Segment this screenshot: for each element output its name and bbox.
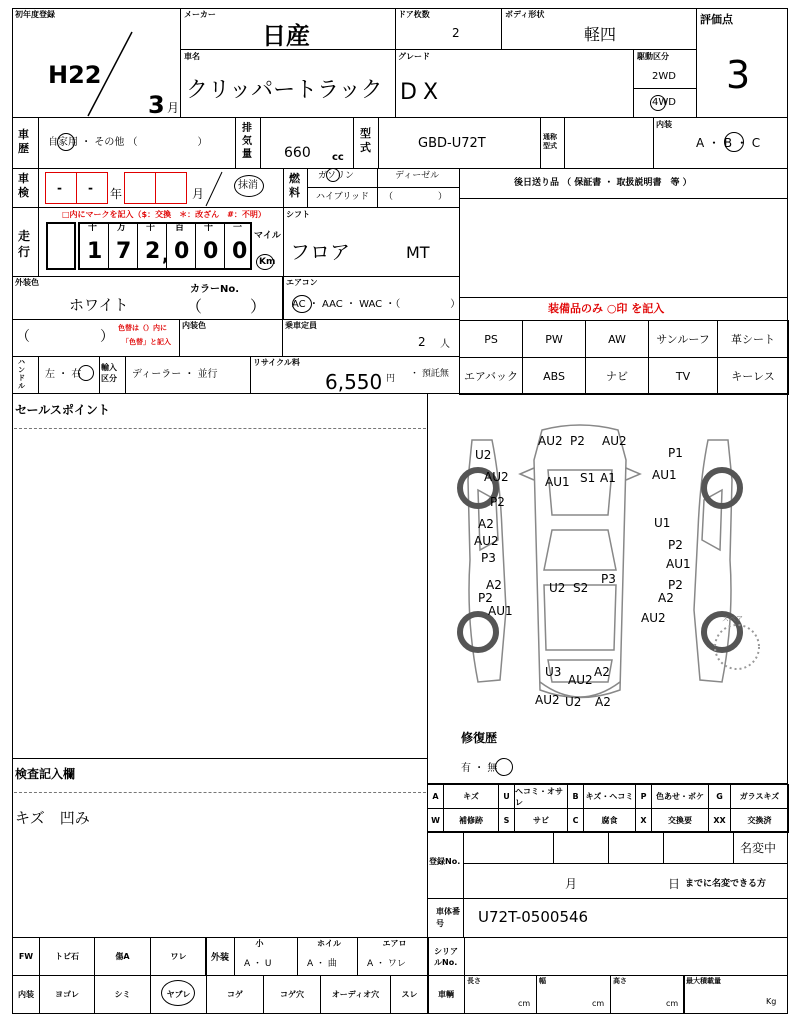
common-model-label: 通称型式 [543, 133, 557, 150]
ext-item-label: ホイル [317, 939, 341, 948]
first-reg-slash [80, 30, 140, 120]
capacity-value: 2 [418, 335, 426, 349]
equipment-item[interactable]: AW [585, 320, 649, 358]
legend-key: A [427, 784, 444, 809]
doors-label: ドア枚数 [398, 10, 430, 19]
history-private-circle [57, 133, 75, 151]
size-label: 車輌 [427, 975, 465, 1014]
mileage-note: □内にマークを記入（$：交換 ＊：改ざん #：不明） [62, 210, 266, 219]
odometer-digit: 0 [174, 239, 190, 264]
check-label: 検査記入欄 [15, 767, 76, 781]
score-label: 評価点 [700, 13, 733, 26]
aircon-label: エアコン [286, 278, 318, 287]
damage-mark: U3 [545, 665, 562, 679]
size-cell-unit: cm [592, 999, 605, 1008]
history-text: 自家用 ・ その他 （ ） [48, 137, 208, 148]
import-options: ディーラー ・ 並行 [132, 369, 218, 380]
sales-point-box [12, 393, 428, 759]
legend-value: 補修跡 [443, 808, 499, 833]
size-cell-label: 高さ [613, 977, 627, 985]
legend-key: G [708, 784, 731, 809]
mileage-km-circle [256, 254, 274, 270]
shift-type: MT [406, 243, 430, 262]
recycle-yen: 円 [386, 374, 396, 384]
odometer-unit: 十 [88, 223, 98, 233]
damage-mark: U2 [549, 581, 566, 595]
damage-mark: P2 [570, 434, 585, 448]
displacement-cc: cc [332, 152, 344, 163]
odometer-unit: 千 [146, 223, 156, 233]
damage-mark: AU1 [652, 468, 677, 482]
damage-mark: P2 [668, 538, 683, 552]
registration-day: 日 [668, 877, 681, 891]
damage-mark: A2 [478, 517, 494, 531]
displacement-value: 660 [284, 145, 311, 161]
maker-value: 日産 [262, 22, 310, 50]
legend-key: C [567, 808, 584, 833]
legend-key: W [427, 808, 444, 833]
fuel-other: （ ） [384, 192, 448, 202]
odometer-digit: 1 [87, 239, 103, 264]
load-label: 最大積載量 [686, 977, 721, 985]
damage-mark: A2 [595, 695, 611, 709]
mileage-mile: マイル [254, 231, 281, 241]
recycle-value: 6,550 [325, 370, 383, 394]
int-label: 内装 [12, 975, 40, 1014]
ext-item-label: 小 [255, 939, 264, 948]
fw-item: ワレ [150, 937, 207, 976]
equipment-item[interactable]: キーレス [717, 357, 789, 395]
shift-position: フロア [290, 240, 350, 264]
damage-mark: U2 [475, 448, 492, 462]
damage-mark: AU2 [535, 693, 560, 707]
interior-label: 内装 [656, 120, 672, 129]
ext-item-options: A ・ 曲 [307, 959, 337, 969]
int-item: コゲ穴 [263, 975, 321, 1014]
legend-value: 交換済 [730, 808, 789, 833]
registration-deadline: までに名変できる方 [685, 879, 767, 889]
first-reg-label: 初年度登録 [15, 10, 55, 19]
handle-label: ハンドル [18, 358, 25, 390]
odometer-divider [108, 223, 109, 269]
later-items-label: 後日送り品 （ 保証書 ・ 取扱説明書 等 ） [514, 178, 692, 188]
first-reg-month-unit: 月 [167, 101, 180, 115]
legend-value: キズ [443, 784, 499, 809]
legend-value: ヘコミ・オサレ [514, 784, 568, 809]
odometer-comma: , [162, 245, 169, 266]
equipment-item[interactable]: TV [648, 357, 718, 395]
repair-options: 有 ・ 無 [461, 763, 498, 774]
maker-label: メーカー [184, 10, 216, 19]
displacement-label: 排気量 [242, 123, 252, 160]
inspection-year-unit: 年 [110, 187, 123, 201]
model-value: GBD-U72T [418, 136, 486, 151]
odometer-digit: 0 [203, 239, 219, 264]
legend-key: B [567, 784, 584, 809]
damage-mark: P2 [668, 578, 683, 592]
legend-value: キズ・ヘコミ [583, 784, 636, 809]
size-cell-unit: cm [666, 999, 679, 1008]
size-cell [536, 975, 611, 1014]
color-no-label: カラーNo. [190, 284, 240, 295]
damage-mark: P2 [490, 495, 505, 509]
registration-month: 月 [565, 877, 578, 891]
check-box [12, 758, 428, 938]
damage-mark: AU1 [666, 557, 691, 571]
inspection-none-circle [234, 175, 264, 197]
damage-mark: S2 [573, 581, 589, 595]
fuel-gasoline: ガソリン [318, 171, 355, 181]
fuel-label: 燃料 [289, 172, 300, 199]
color-change-paren: （ ） [16, 329, 114, 345]
repair-none-circle [495, 758, 513, 776]
int-item: スレ [390, 975, 429, 1014]
name-change: 名変中 [740, 841, 777, 855]
damage-mark: P3 [481, 551, 496, 565]
damage-mark: P1 [668, 446, 683, 460]
odometer-digit: 2 [145, 239, 161, 264]
mileage-ten-thousands-box[interactable] [46, 222, 76, 270]
inspection-label: 車検 [18, 172, 29, 199]
inspection-month-unit: 月 [192, 187, 205, 201]
fuel-diesel: ディーゼル [395, 171, 440, 181]
vin-label: 車体番号 [436, 907, 460, 928]
history-label: 車歴 [18, 128, 29, 155]
damage-mark: AU2 [538, 434, 563, 448]
load-unit: Kg [766, 997, 777, 1006]
odometer-divider [195, 223, 196, 269]
body-label: ボディ形状 [505, 10, 545, 19]
vin-value: U72T-0500546 [478, 908, 589, 926]
odometer-unit: 万 [117, 223, 127, 233]
damage-mark: AU1 [488, 604, 513, 618]
ext-item [234, 937, 298, 976]
equipment-header-text: 装備品のみ ○印 を記入 [548, 302, 665, 315]
damage-mark: P3 [601, 572, 616, 586]
odometer-unit: 十 [204, 223, 214, 233]
ext-item-options: A ・ ワレ [367, 959, 406, 969]
exterior-color-value: ホワイト [69, 296, 129, 314]
interior-color-label: 内装色 [182, 321, 206, 330]
body-value: 軽四 [584, 25, 617, 44]
capacity-label: 乗車定員 [285, 321, 317, 330]
ext-item-label: エアロ [382, 939, 407, 948]
equipment-item[interactable]: 革シート [717, 320, 789, 358]
doors-value: 2 [452, 26, 460, 40]
serial-label: シリアルNo. [427, 937, 465, 976]
damage-mark: AU2 [641, 611, 666, 625]
first-reg-year: H22 [48, 61, 102, 89]
equipment-item[interactable]: PW [522, 320, 586, 358]
damage-mark: U2 [565, 695, 582, 709]
damage-mark: A2 [594, 665, 610, 679]
spare-label: スペア [722, 615, 743, 623]
drive-label: 駆動区分 [637, 52, 669, 61]
fuel-gasoline-circle [326, 168, 340, 182]
fuel-hybrid: ハイブリッド [316, 192, 370, 202]
aircon-ac-circle [292, 295, 312, 313]
ext-item-options: A ・ U [244, 959, 272, 969]
odometer-divider [224, 223, 225, 269]
registration-label: 登録No. [429, 857, 461, 866]
interior-b-circle [724, 132, 744, 152]
handle-options: 左 ・ 右 [45, 369, 82, 380]
car-name-value: クリッパートラック [186, 78, 383, 103]
damage-mark: S1 [580, 471, 596, 485]
import-label: 輸入区分 [101, 363, 117, 383]
recycle-deposit: ・ 預託無 [410, 369, 449, 379]
odometer-digit: 7 [116, 239, 132, 264]
grade-value: DX [400, 80, 445, 105]
ext-label: 外装 [205, 937, 235, 976]
legend-key: U [498, 784, 515, 809]
model-label: 型式 [360, 127, 371, 154]
odometer-digit: 0 [232, 239, 248, 264]
inspection-month-box-1[interactable] [124, 172, 156, 204]
legend-key: P [635, 784, 652, 809]
inspection-month-box-2[interactable] [155, 172, 187, 204]
recycle-label: リサイクル料 [253, 358, 300, 367]
repair-label: 修復歴 [461, 731, 498, 745]
legend-value: ガラスキズ [730, 784, 789, 809]
size-cell-label: 長さ [467, 977, 481, 985]
capacity-unit: 人 [440, 339, 450, 350]
serial-value [464, 937, 788, 976]
color-no-value: （ ） [186, 297, 267, 316]
fw-item: 傷A [94, 937, 151, 976]
int-tear-circle [161, 980, 195, 1006]
drive-4wd: 4WD [652, 97, 676, 108]
legend-key: S [498, 808, 515, 833]
damage-mark: A2 [658, 591, 674, 605]
odometer-unit: 百 [175, 223, 185, 233]
drive-2wd: 2WD [652, 71, 676, 82]
shift-label: シフト [286, 210, 310, 219]
fw-item: トビ石 [39, 937, 95, 976]
legend-value: 色あせ・ボケ [651, 784, 709, 809]
equipment-item[interactable]: ABS [522, 357, 586, 395]
car-name-label: 車名 [184, 52, 200, 61]
damage-mark: AU2 [484, 470, 509, 484]
handle-right-circle [78, 365, 94, 381]
equipment-item[interactable]: サンルーフ [648, 320, 718, 358]
damage-mark: AU2 [602, 434, 627, 448]
int-item: オーディオ穴 [320, 975, 391, 1014]
legend-value: サビ [514, 808, 568, 833]
size-cell-label: 幅 [539, 977, 546, 985]
damage-mark: AU2 [474, 534, 499, 548]
exterior-color-label: 外装色 [15, 278, 39, 287]
sales-point-label: セールスポイント [15, 403, 110, 417]
check-text: キズ 凹み [15, 809, 90, 827]
drive-4wd-circle [650, 95, 666, 111]
damage-mark: A1 [600, 471, 616, 485]
interior-options: A ・ B ・ C [696, 136, 761, 150]
damage-mark: P2 [478, 591, 493, 605]
color-change-note-1: 色替は（）内に [118, 324, 167, 332]
equipment-item[interactable]: ナビ [585, 357, 649, 395]
odometer-unit: 一 [233, 223, 243, 233]
legend-key: X [635, 808, 652, 833]
legend-value: 腐食 [583, 808, 636, 833]
int-item: シミ [94, 975, 151, 1014]
damage-mark: U1 [654, 516, 671, 530]
legend-value: 交換要 [651, 808, 709, 833]
inspection-none: 抹消 [238, 180, 258, 191]
equipment-item[interactable]: PS [459, 320, 523, 358]
damage-mark: AU1 [545, 475, 570, 489]
size-cell-unit: cm [518, 999, 531, 1008]
int-item: ヤブレ [150, 975, 207, 1014]
equipment-item[interactable]: エアバック [459, 357, 523, 395]
int-item: ヨゴレ [39, 975, 95, 1014]
first-reg-month: 3 [148, 91, 165, 119]
mileage-label: 走行 [18, 229, 31, 259]
damage-mark: A2 [486, 578, 502, 592]
legend-key: XX [708, 808, 731, 833]
damage-mark: AU2 [568, 673, 593, 687]
aircon-options: AC ・ AAC ・ WAC ・（ ） [292, 299, 461, 310]
odometer-divider [137, 223, 138, 269]
score-value: 3 [726, 53, 751, 97]
color-change-note-2: 「色替」と記入 [122, 338, 171, 346]
int-item: コゲ [206, 975, 264, 1014]
mileage-km: Km [259, 257, 276, 267]
grade-label: グレード [398, 52, 430, 61]
fw-label: FW [12, 937, 40, 976]
